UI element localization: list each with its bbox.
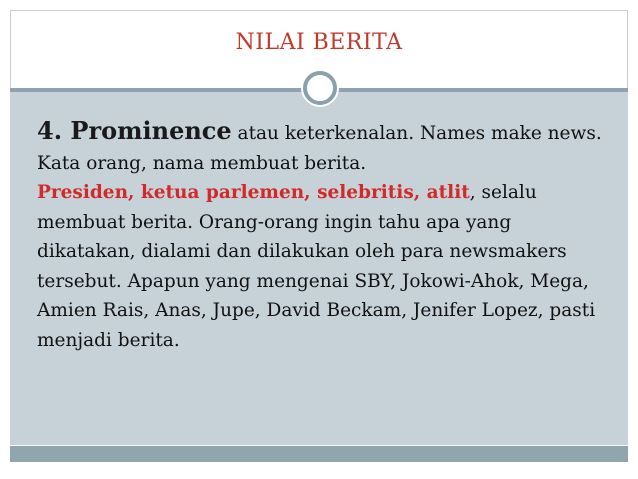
circle-ornament-icon [303, 71, 337, 105]
footer-bar [10, 446, 628, 462]
rest-text: , selalu membuat berita. Orang-orang ingin tahu apa yang dikatakan, dialami dan dilakukan oleh para newsmakers tersebut. Apapun yang mengenai SBY, Jokowi-Ahok, Mega, Amien Rais, Anas, Jupe, David Beckam, Jenifer Lopez, pasti menjadi berita. [37, 182, 596, 351]
highlight-text: Presiden, ketua parlemen, selebritis, atlit [37, 182, 470, 203]
point-heading: 4. Prominence [37, 116, 232, 145]
intro-text: atau keterkenalan. Names make news. Kata orang, nama membuat berita. [37, 123, 602, 174]
slide-title: NILAI BERITA [235, 30, 403, 55]
body-text [37, 116, 607, 355]
